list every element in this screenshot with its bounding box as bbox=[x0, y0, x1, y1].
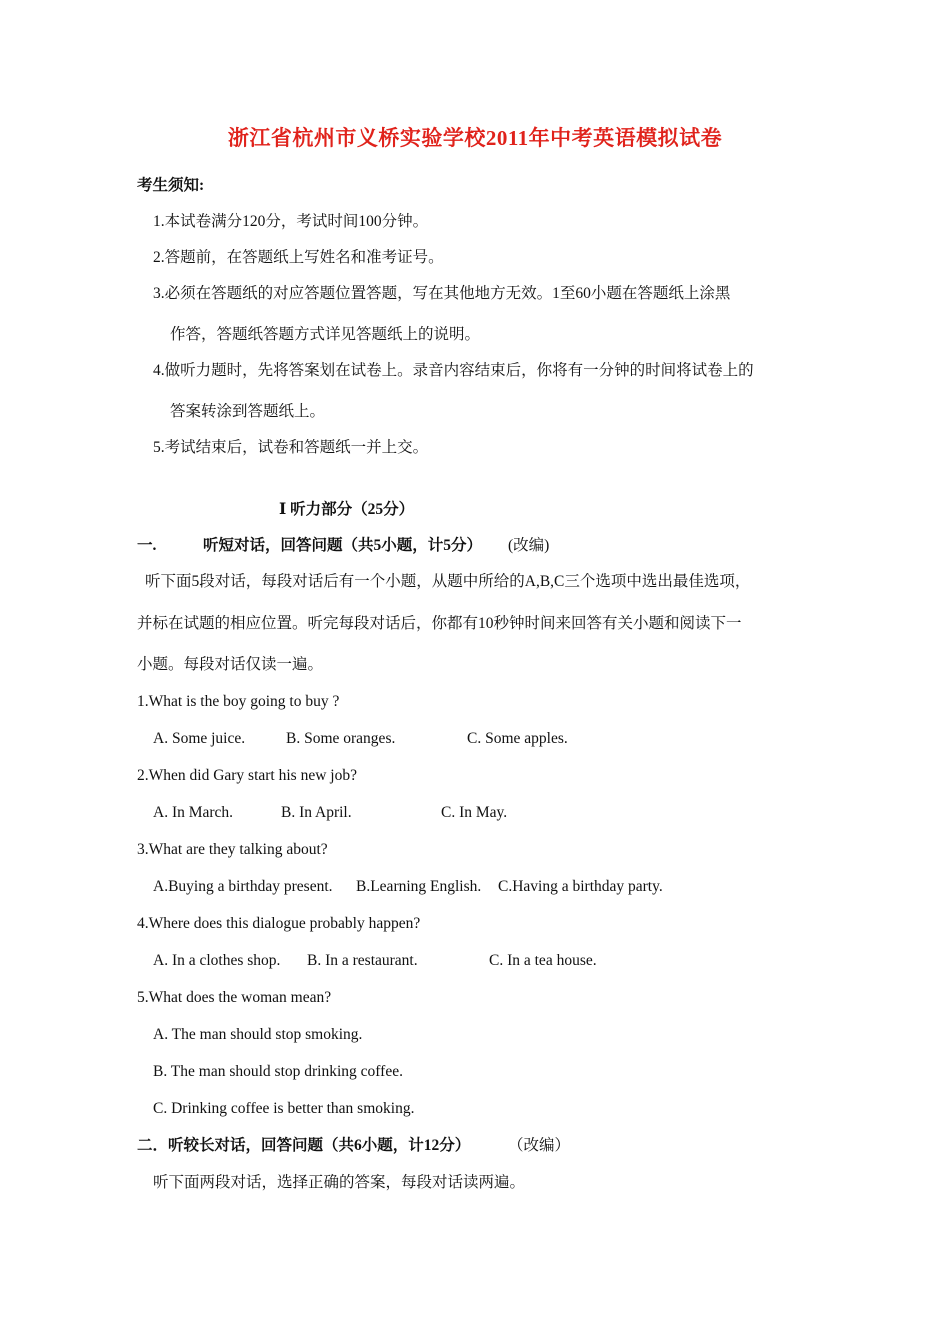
q2-option-b: B. In April. bbox=[281, 804, 352, 821]
q5-option-a: A. The man should stop smoking. bbox=[153, 1026, 363, 1043]
notice-item-5: 5.考试结束后，试卷和答题纸一并上交。 bbox=[153, 439, 429, 456]
section1-title: 听短对话，回答问题（共5小题，计5分） bbox=[203, 537, 483, 554]
q3-option-c: C.Having a birthday party. bbox=[498, 878, 663, 895]
notice-item-3-cont: 作答，答题纸答题方式详见答题纸上的说明。 bbox=[170, 326, 481, 343]
q5-option-b: B. The man should stop drinking coffee. bbox=[153, 1063, 403, 1080]
q3-option-a: A.Buying a birthday present. bbox=[153, 878, 333, 895]
exam-title: 浙江省杭州市义桥实验学校2011年中考英语模拟试卷 bbox=[227, 126, 723, 150]
question-5: 5.What does the woman mean? bbox=[137, 989, 332, 1006]
section1-number: 一. bbox=[137, 537, 157, 554]
q5-option-c: C. Drinking coffee is better than smoking. bbox=[153, 1100, 415, 1117]
q4-option-a: A. In a clothes shop. bbox=[153, 952, 281, 969]
section2-instruction: 听下面两段对话，选择正确的答案，每段对话读两遍。 bbox=[153, 1174, 526, 1191]
section1-note: (改编) bbox=[508, 537, 550, 554]
question-1: 1.What is the boy going to buy ? bbox=[137, 693, 340, 710]
question-3: 3.What are they talking about? bbox=[137, 841, 328, 858]
section1-instruction-1: 听下面5段对话，每段对话后有一个小题，从题中所给的A,B,C三个选项中选出最佳选项， bbox=[145, 573, 751, 590]
section1-instruction-3: 小题。每段对话仅读一遍。 bbox=[137, 656, 324, 673]
q2-option-a: A. In March. bbox=[153, 804, 234, 821]
notice-heading: 考生须知: bbox=[137, 177, 205, 194]
q1-option-a: A. Some juice. bbox=[153, 730, 246, 747]
section2-note: （改编） bbox=[508, 1137, 571, 1154]
notice-item-4: 4.做听力题时，先将答案划在试卷上。录音内容结束后，你将有一分钟的时间将试卷上的 bbox=[153, 362, 754, 379]
q2-option-c: C. In May. bbox=[441, 804, 508, 821]
part1-heading: Ⅰ 听力部分（25分） bbox=[279, 501, 415, 518]
notice-item-3: 3.必须在答题纸的对应答题位置答题，写在其他地方无效。1至60小题在答题纸上涂黑 bbox=[153, 285, 731, 302]
question-2: 2.When did Gary start his new job? bbox=[137, 767, 357, 784]
notice-item-1: 1.本试卷满分120分，考试时间100分钟。 bbox=[153, 213, 429, 230]
q3-option-b: B.Learning English. bbox=[356, 878, 482, 895]
q4-option-c: C. In a tea house. bbox=[489, 952, 597, 969]
q1-option-c: C. Some apples. bbox=[467, 730, 568, 747]
section1-instruction-2: 并标在试题的相应位置。听完每段对话后，你都有10秒钟时间来回答有关小题和阅读下一 bbox=[137, 615, 742, 632]
question-4: 4.Where does this dialogue probably happen? bbox=[137, 915, 421, 932]
section2-title: 二．听较长对话，回答问题（共6小题，计12分） bbox=[137, 1137, 471, 1154]
q1-option-b: B. Some oranges. bbox=[286, 730, 396, 747]
q4-option-b: B. In a restaurant. bbox=[307, 952, 418, 969]
notice-item-2: 2.答题前，在答题纸上写姓名和准考证号。 bbox=[153, 249, 444, 266]
notice-item-4-cont: 答案转涂到答题纸上。 bbox=[170, 403, 326, 420]
